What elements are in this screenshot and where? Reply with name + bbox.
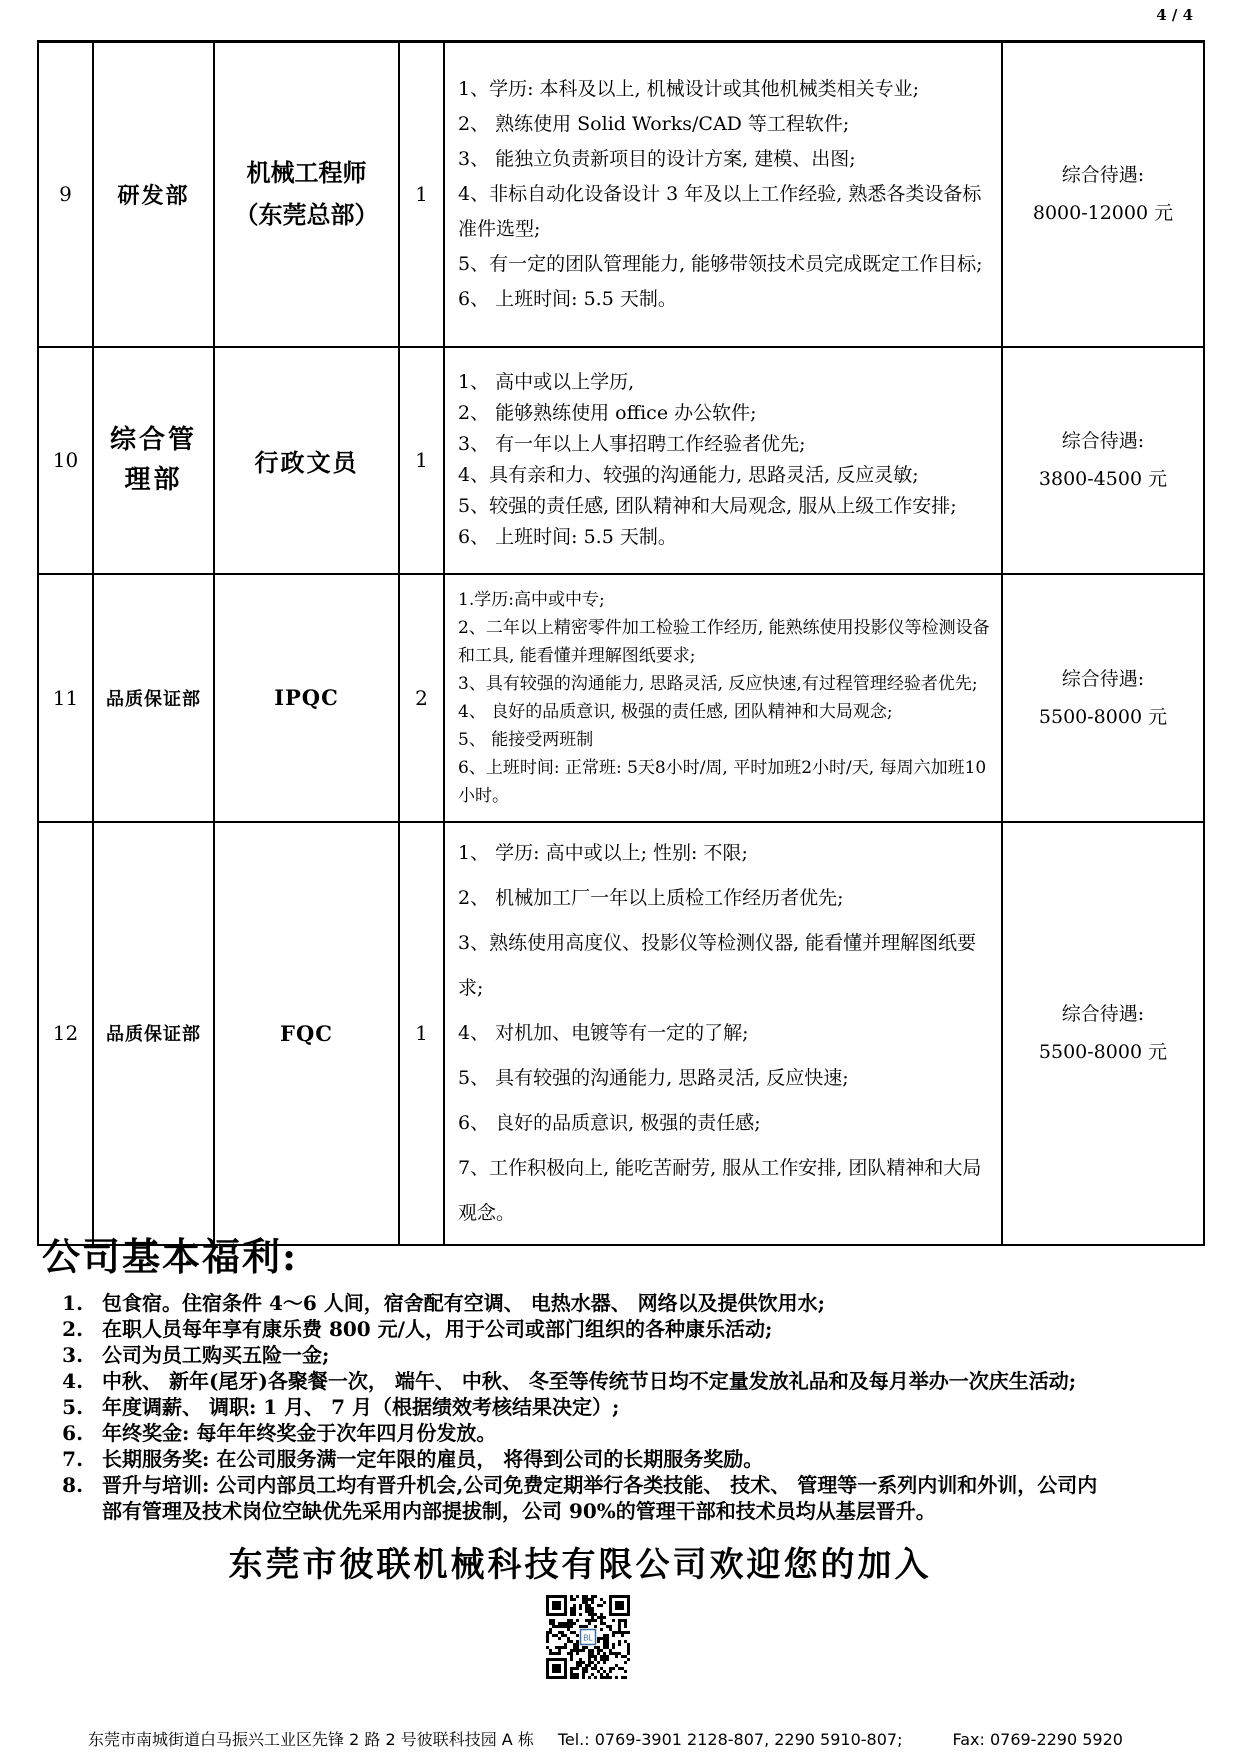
footer-tel: Tel.: 0769-3901 2128-807, 2290 5910-807; — [557, 1730, 903, 1749]
welfare-item: 8. 晋升与培训: 公司内部员工均有晋升机会,公司免费定期举行各类技能、 技术、 管理等一系列内训和外训，公司内部有管理及技术岗位空缺优先采用内部提拔制，公司 90%的管理干部和技术员均从基层晋升。 — [90, 1472, 1100, 1524]
salary-cell — [1002, 574, 1204, 822]
welfare-item: 4. 中秋、 新年(尾牙)各聚餐一次， 端午、 中秋、 冬至等传统节日均不定量发放礼品和及每月举办一次庆生活动; — [90, 1368, 1100, 1394]
welfare-item: 7. 长期服务奖: 在公司服务满一定年限的雇员， 将得到公司的长期服务奖励。 — [90, 1446, 1100, 1472]
requirement-line: 3、 有一年以上人事招聘工作经验者优先; — [458, 433, 806, 455]
position-line-1: 机械工程师 — [246, 158, 367, 188]
requirement-line: 3、熟练使用高度仪、投影仪等检测仪器, 能看懂并理解图纸要求; — [458, 931, 977, 999]
requirements-cell — [444, 574, 1002, 822]
requirement-line: 7、工作积极向上, 能吃苦耐劳, 服从工作安排, 团队精神和大局观念。 — [458, 1156, 982, 1224]
position-line-2: （东莞总部） — [234, 200, 379, 230]
welfare-list — [90, 1290, 1100, 1524]
requirement-line: 6、 良好的品质意识, 极强的责任感; — [458, 1111, 761, 1134]
svg-text:BL: BL — [583, 1633, 593, 1643]
department-cell: 研发部 — [93, 42, 214, 347]
row-number: 12 — [38, 822, 93, 1245]
requirement-line: 1、学历: 本科及以上, 机械设计或其他机械类相关专业; — [458, 77, 920, 100]
salary-range: 8000-12000 元 — [1032, 202, 1174, 225]
requirement-line: 3、具有较强的沟通能力, 思路灵活, 反应快速,有过程管理经验者优先; — [458, 673, 978, 694]
salary-cell — [1002, 347, 1204, 574]
row-number: 11 — [38, 574, 93, 822]
welfare-item: 1. 包食宿。住宿条件 4～6 人间，宿舍配有空调、 电热水器、 网络以及提供饮用水; — [90, 1290, 1100, 1316]
headcount-cell: 1 — [399, 347, 444, 574]
table-row-11 — [38, 574, 1204, 822]
position-cell: IPQC — [214, 574, 399, 822]
headcount-cell: 1 — [399, 822, 444, 1245]
footer — [88, 1727, 1201, 1750]
salary-range: 5500-8000 元 — [1038, 705, 1168, 728]
requirement-line: 4、非标自动化设备设计 3 年及以上工作经验, 熟悉各类设备标准件选型; — [458, 182, 982, 240]
requirements-cell — [444, 822, 1002, 1245]
requirement-line: 2、二年以上精密零件加工检验工作经历, 能熟练使用投影仪等检测设备和工具, 能看懂并理解图纸要求; — [458, 617, 990, 666]
requirement-line: 5、 能接受两班制 — [458, 729, 594, 750]
welfare-item: 2. 在职人员每年享有康乐费 800 元/人，用于公司或部门组织的各种康乐活动; — [90, 1316, 1100, 1342]
requirement-line: 1、 学历: 高中或以上; 性别: 不限; — [458, 841, 748, 864]
requirement-line: 5、较强的责任感, 团队精神和大局观念, 服从上级工作安排; — [458, 495, 957, 517]
welfare-section — [42, 1226, 1162, 1524]
department-cell: 品质保证部 — [93, 574, 214, 822]
salary-cell — [1002, 822, 1204, 1245]
welfare-title: 公司基本福利: — [42, 1234, 299, 1279]
position-cell: 行政文员 — [214, 347, 399, 574]
row-number: 10 — [38, 347, 93, 574]
headcount-cell: 1 — [399, 42, 444, 347]
page-number: 4 / 4 — [1156, 6, 1193, 24]
requirements-cell — [444, 347, 1002, 574]
position-cell — [214, 42, 399, 347]
jobs-table — [37, 40, 1205, 1246]
requirement-line: 6、 上班时间: 5.5 天制。 — [458, 287, 677, 310]
welfare-item: 5. 年度调薪、 调职: 1 月、 7 月（根据绩效考核结果决定）; — [90, 1394, 1100, 1420]
table-row-12 — [38, 822, 1204, 1245]
requirement-line: 1、 高中或以上学历, — [458, 371, 635, 393]
position-cell: FQC — [214, 822, 399, 1245]
footer-address: 东莞市南城街道白马振兴工业区先锋 2 路 2 号彼联科技园 A 栋 — [88, 1730, 534, 1749]
requirement-line: 2、 能够熟练使用 office 办公软件; — [458, 402, 757, 424]
row-number: 9 — [38, 42, 93, 347]
headcount-cell: 2 — [399, 574, 444, 822]
requirement-line: 6、上班时间: 正常班: 5天8小时/周, 平时加班2小时/天, 每周六加班10小时。 — [458, 757, 987, 806]
department-cell: 综合管理部 — [93, 347, 214, 574]
requirements-cell — [444, 42, 1002, 347]
salary-range: 5500-8000 元 — [1038, 1041, 1168, 1063]
welcome-line: 东莞市彼联机械科技有限公司欢迎您的加入 — [228, 1545, 932, 1585]
requirement-line: 3、 能独立负责新项目的设计方案, 建模、出图; — [458, 147, 856, 170]
qr-code — [543, 1592, 633, 1682]
requirement-line: 2、 机械加工厂一年以上质检工作经历者优先; — [458, 886, 844, 909]
requirement-line: 2、 熟练使用 Solid Works/CAD 等工程软件; — [458, 112, 850, 135]
requirement-line: 1.学历:高中或中专; — [458, 589, 605, 610]
table-row-10 — [38, 347, 1204, 574]
footer-fax: Fax: 0769-2290 5920 — [952, 1730, 1123, 1749]
requirement-line: 5、有一定的团队管理能力, 能够带领技术员完成既定工作目标; — [458, 252, 983, 275]
requirement-line: 4、 良好的品质意识, 极强的责任感, 团队精神和大局观念; — [458, 701, 893, 722]
salary-label: 综合待遇: — [1061, 164, 1145, 187]
requirement-line: 4、 对机加、电镀等有一定的了解; — [458, 1021, 749, 1044]
salary-range: 3800-4500 元 — [1038, 468, 1168, 490]
requirement-line: 6、 上班时间: 5.5 天制。 — [458, 526, 677, 548]
salary-label: 综合待遇: — [1061, 430, 1145, 452]
welfare-item: 6. 年终奖金: 每年年终奖金于次年四月份发放。 — [90, 1420, 1100, 1446]
salary-cell — [1002, 42, 1204, 347]
requirement-line: 5、 具有较强的沟通能力, 思路灵活, 反应快速; — [458, 1066, 849, 1089]
requirement-line: 4、具有亲和力、较强的沟通能力, 思路灵活, 反应灵敏; — [458, 464, 919, 486]
salary-label: 综合待遇: — [1061, 667, 1145, 690]
table-row-9 — [38, 42, 1204, 347]
department-cell: 品质保证部 — [93, 822, 214, 1245]
welfare-item: 3. 公司为员工购买五险一金; — [90, 1342, 1100, 1368]
salary-label: 综合待遇: — [1061, 1003, 1145, 1025]
